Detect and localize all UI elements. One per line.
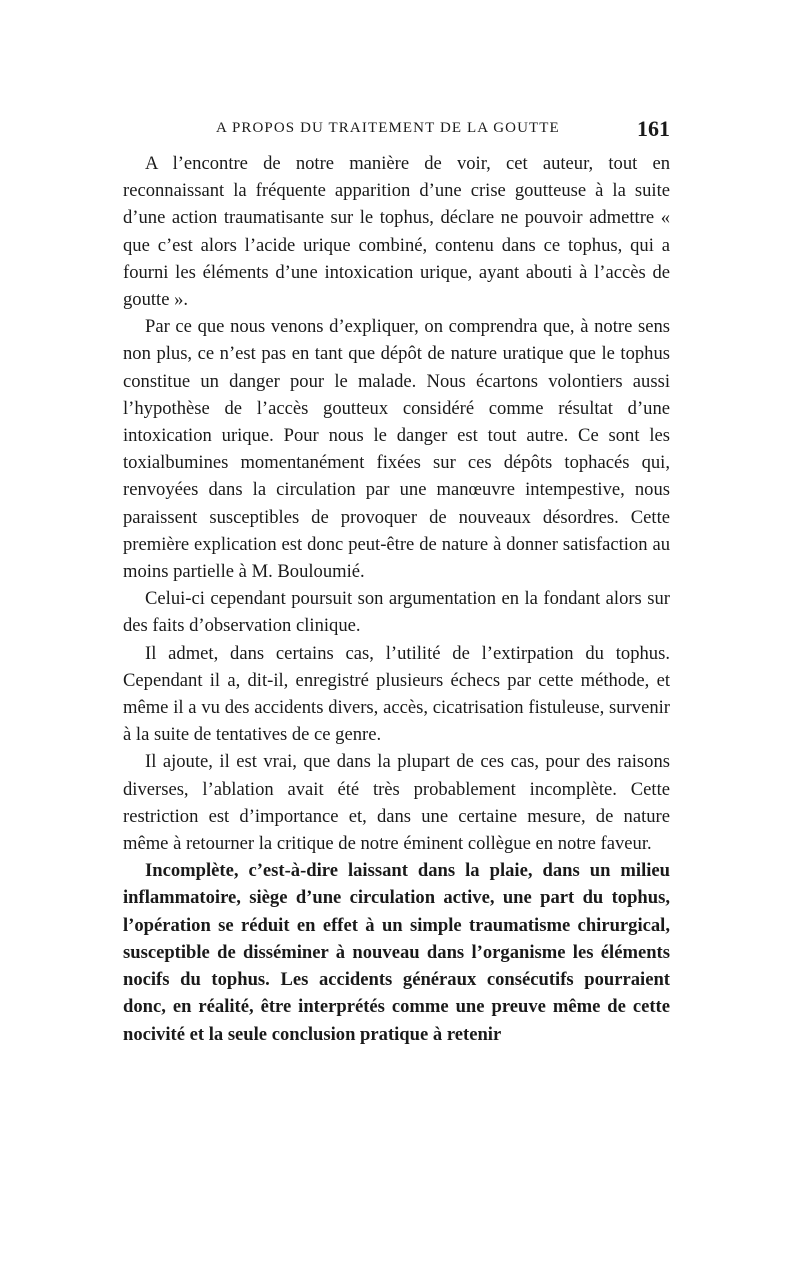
paragraph-5: Il ajoute, il est vrai, que dans la plupart de ces cas, pour des raisons diverses, l’ablation avait été très probablement incomplète. Cette restriction est d’importance et, dans une certaine mesure, de nature même à retourner la critique de notre éminent collègue en notre faveur. (123, 751, 670, 855)
paragraph-4: Il admet, dans certains cas, l’utilité de l’extirpation du tophus. Cependant il a, dit-il, enregistré plusieurs échecs par cette méthode, et même il a vu des accidents divers, accès, cicatrisation fistuleuse, survenir à la suite de tentatives de ce genre. (123, 642, 670, 746)
body-text (123, 150, 670, 1048)
paragraph-2: Par ce que nous venons d’expliquer, on comprendra que, à notre sens non plus, ce n’est pas en tant que dépôt de nature uratique que le tophus constitue un danger pour le malade. Nous écartons volontiers aussi l’hypothèse de l’accès goutteux considéré comme résultat d’une intoxication urique. Pour nous le danger est tout autre. Ce sont les toxialbumines momentanément fixées sur ces dépôts tophacés qui, renvoyées dans la circulation par une manœuvre intempestive, nous paraissent susceptibles de provoquer de nouveaux désordres. Cette première explication est donc peut-être de nature à donner satisfaction au moins partielle à M. Bouloumié. (123, 316, 670, 583)
page-number: 161 (637, 116, 670, 141)
paragraph-1: A l’encontre de notre manière de voir, cet auteur, tout en reconnaissant la fréquente apparition d’une crise goutteuse à la suite d’une action traumatisante sur le tophus, déclare ne pouvoir admettre « que c’est alors l’acide urique combiné, contenu dans ce tophus, qui a fourni les éléments d’une intoxication urique, ayant abouti à l’accès de goutte ». (123, 153, 670, 311)
running-title: A PROPOS DU TRAITEMENT DE LA GOUTTE (216, 120, 560, 136)
paragraph-6: Incomplète, c’est-à-dire laissant dans la plaie, dans un milieu inflammatoire, siège d’une circulation active, une part du tophus, l’opération se réduit en effet à un simple traumatisme chirurgical, susceptible de disséminer à nouveau dans l’organisme les éléments nocifs du tophus. Les accidents généraux consécutifs pourraient donc, en réalité, être interprétés comme une preuve même de cette nocivité et la seule conclusion pratique à retenir (123, 860, 670, 1045)
running-head (122, 118, 670, 142)
paragraph-3: Celui-ci cependant poursuit son argumentation en la fondant alors sur des faits d’observation clinique. (123, 588, 670, 637)
